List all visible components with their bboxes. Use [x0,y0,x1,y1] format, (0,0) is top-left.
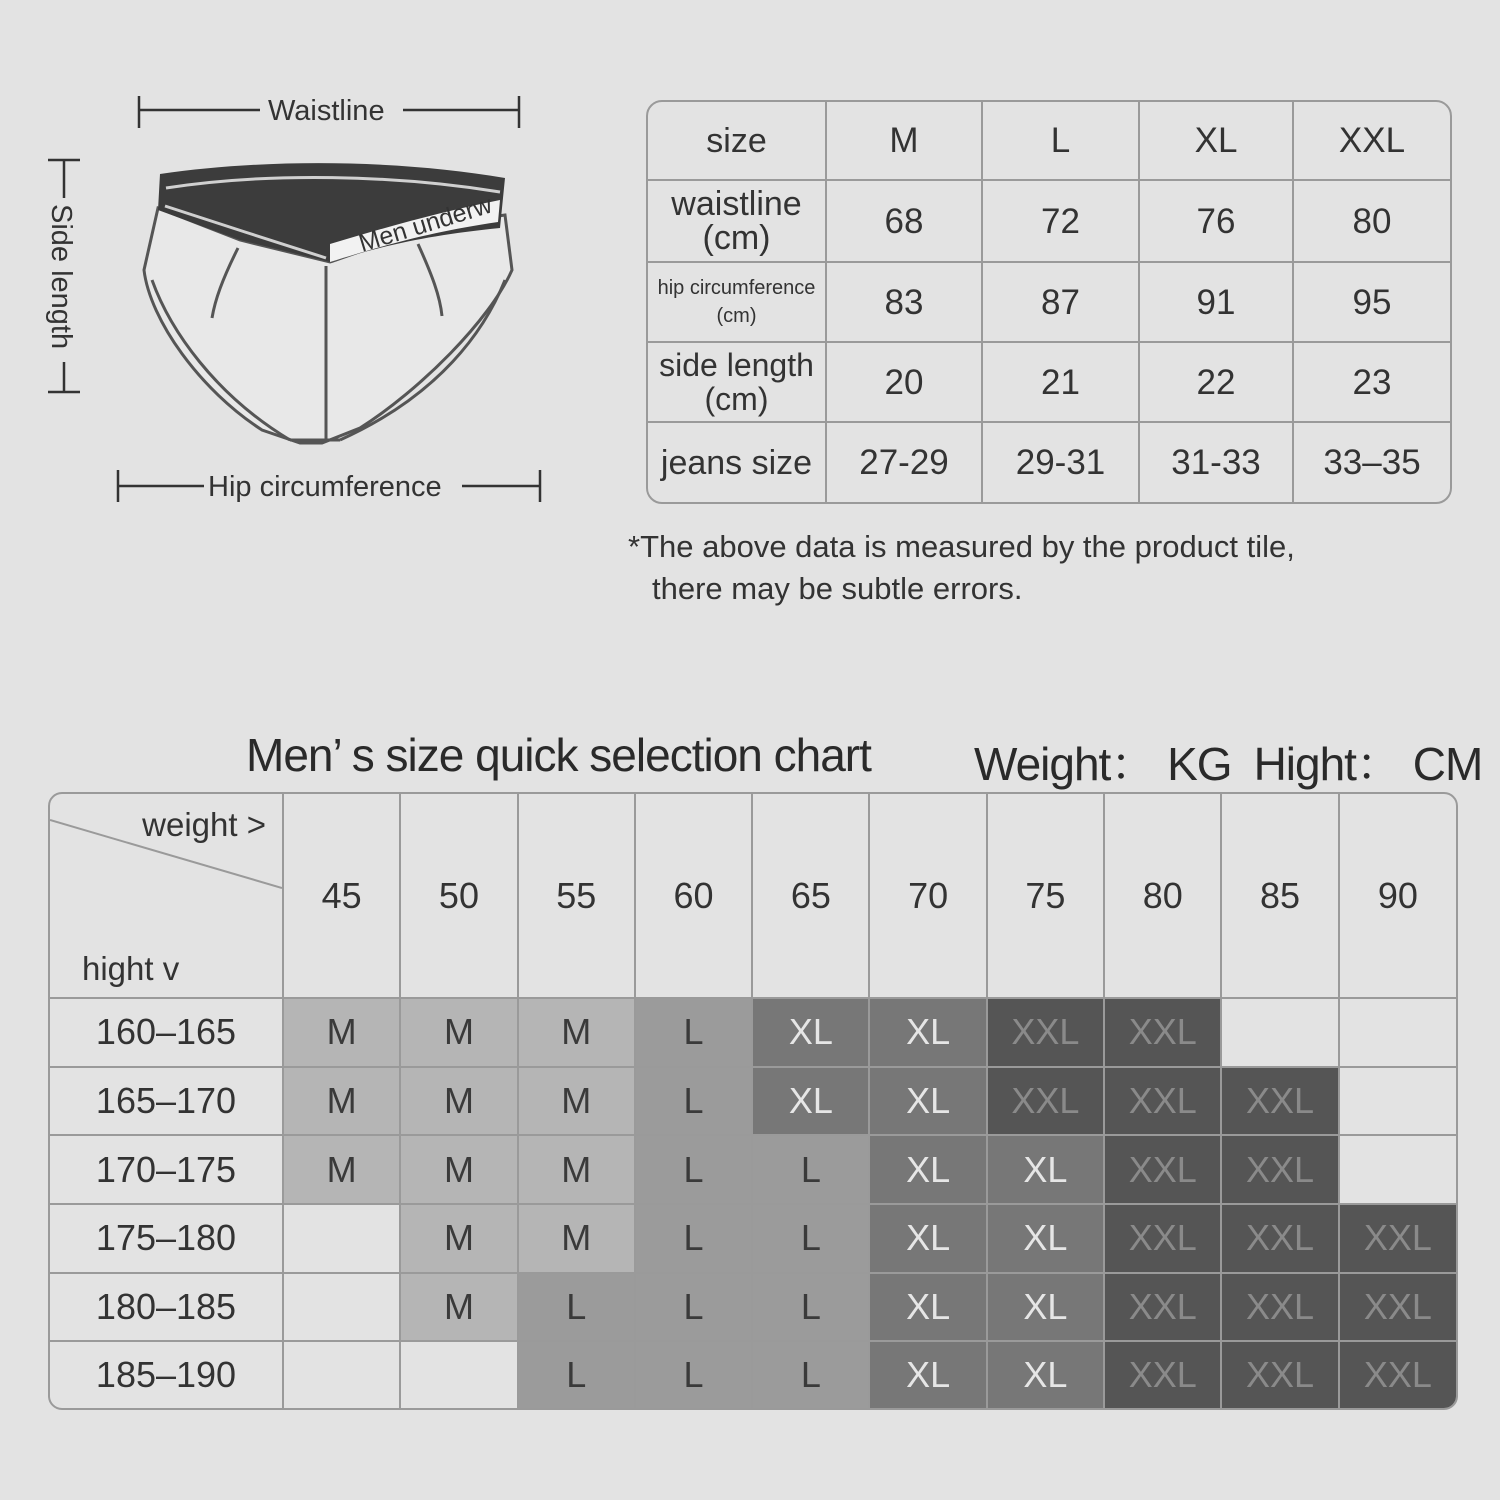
weight-unit: Weight： KG [974,738,1232,790]
table-cell: 72 [982,180,1139,262]
height-range-cell: 165–170 [50,1067,283,1136]
size-cell: XXL [1104,1135,1221,1204]
size-cell: XXL [987,1067,1104,1136]
size-cell: L [635,1341,752,1408]
size-cell [283,1204,400,1273]
quick-selection-table [48,792,1458,1410]
row-label-unit: (cm) [716,305,757,327]
side-length-row [648,342,1450,422]
row-label-line: hip circumference [657,277,816,299]
size-measurement-table [646,100,1452,504]
size-cell: L [635,1204,752,1273]
height-range-cell: 185–190 [50,1341,283,1408]
band-text: Men underw [355,190,496,258]
waistline-row [648,180,1450,262]
size-cell: L [635,1135,752,1204]
size-cell [1339,998,1456,1067]
size-cell: XXL [1221,1273,1338,1342]
corner-height-label: hight v [82,950,180,988]
size-cell: XXL [987,998,1104,1067]
height-row [50,998,1456,1067]
row-label [648,422,826,502]
weight-header-row [50,794,1456,998]
table-cell: 68 [826,180,982,262]
size-cell: XL [987,1135,1104,1204]
size-cell [1221,998,1338,1067]
size-cell: M [518,1135,635,1204]
hip-circumference-label: Hip circumference [208,471,442,503]
size-cell: XL [987,1273,1104,1342]
size-cell: M [283,1135,400,1204]
quick-chart-title: Men’ s size quick selection chart [246,729,871,781]
size-cell: XL [869,1135,986,1204]
size-cell: XXL [1339,1341,1456,1408]
height-row [50,1341,1456,1408]
size-cell: XXL [1221,1204,1338,1273]
size-header-label: size [648,102,826,180]
size-cell [400,1341,517,1408]
size-cell: XXL [1104,1341,1221,1408]
table-cell: 95 [1293,262,1450,342]
size-cell [283,1273,400,1342]
size-header-l: L [982,102,1139,180]
size-cell: L [752,1273,869,1342]
table-cell: 20 [826,342,982,422]
weight-header-cell: 70 [869,794,986,998]
height-range-cell: 170–175 [50,1135,283,1204]
row-label-line: jeans size [660,443,813,482]
size-cell: XL [987,1204,1104,1273]
height-row [50,1067,1456,1136]
size-cell: M [518,1067,635,1136]
size-cell [283,1341,400,1408]
table-cell: 23 [1293,342,1450,422]
row-label-unit: (cm) [704,381,769,417]
waistline-label: Waistline [268,95,385,127]
size-cell: L [518,1341,635,1408]
size-cell: M [400,998,517,1067]
size-header-row [648,102,1450,180]
size-header-m: M [826,102,982,180]
table-cell: 83 [826,262,982,342]
size-cell: L [635,1273,752,1342]
size-cell: L [752,1204,869,1273]
size-cell: XXL [1221,1135,1338,1204]
side-length-label: Side length [45,204,77,350]
height-range-cell: 160–165 [50,998,283,1067]
size-cell: XXL [1104,1273,1221,1342]
size-cell: XXL [1104,1204,1221,1273]
table-cell: 80 [1293,180,1450,262]
size-header-xl: XL [1139,102,1293,180]
size-cell: XL [869,1204,986,1273]
height-unit: Hight： CM [1253,738,1483,790]
height-row [50,1273,1456,1342]
measurement-note [628,526,1428,610]
underwear-measurement-diagram [0,0,600,620]
height-range-cell: 175–180 [50,1204,283,1273]
weight-header-cell: 85 [1221,794,1338,998]
weight-header-cell: 50 [400,794,517,998]
height-row [50,1135,1456,1204]
size-cell: L [752,1135,869,1204]
height-row [50,1204,1456,1273]
size-cell [1339,1135,1456,1204]
weight-header-cell: 75 [987,794,1104,998]
quick-chart-units [974,728,1482,794]
row-label-line: waistline [671,185,802,223]
size-cell: XL [869,1341,986,1408]
size-cell: M [400,1135,517,1204]
row-label [648,180,826,262]
size-cell: L [635,1067,752,1136]
weight-header-cell: 90 [1339,794,1456,998]
size-cell: M [283,998,400,1067]
weight-header-cell: 80 [1104,794,1221,998]
row-label [648,342,826,422]
size-cell: L [752,1341,869,1408]
table-cell: 29-31 [982,422,1139,502]
size-header-xxl: XXL [1293,102,1450,180]
table-cell: 87 [982,262,1139,342]
size-cell: XXL [1104,998,1221,1067]
size-cell: XL [752,1067,869,1136]
size-cell: XL [869,1067,986,1136]
table-cell: 21 [982,342,1139,422]
weight-header-cell: 65 [752,794,869,998]
size-cell: XXL [1339,1204,1456,1273]
table-cell: 22 [1139,342,1293,422]
size-cell: XXL [1339,1273,1456,1342]
size-cell: M [400,1204,517,1273]
size-cell: XXL [1221,1341,1338,1408]
size-cell: XL [869,998,986,1067]
size-cell: M [400,1067,517,1136]
corner-weight-label: weight > [142,806,266,843]
size-cell: XL [869,1273,986,1342]
table-cell: 76 [1139,180,1293,262]
size-cell [1339,1067,1456,1136]
weight-header-cell: 55 [518,794,635,998]
height-range-cell: 180–185 [50,1273,283,1342]
jeans-size-row [648,422,1450,502]
weight-header-cell: 60 [635,794,752,998]
hip-circumference-row [648,262,1450,342]
size-cell: XXL [1221,1067,1338,1136]
row-label-unit: (cm) [702,219,771,257]
weight-header-cell: 45 [283,794,400,998]
table-cell: 91 [1139,262,1293,342]
table-cell: 33–35 [1293,422,1450,502]
table-cell: 31-33 [1139,422,1293,502]
size-cell: M [400,1273,517,1342]
size-cell: XL [987,1341,1104,1408]
size-cell: L [518,1273,635,1342]
size-cell: XL [752,998,869,1067]
size-cell: M [518,1204,635,1273]
row-label-line: side length [659,347,814,383]
table-cell: 27-29 [826,422,982,502]
size-cell: M [518,998,635,1067]
size-cell: M [283,1067,400,1136]
size-cell: XXL [1104,1067,1221,1136]
size-cell: L [635,998,752,1067]
note-line-2: there may be subtle errors. [652,571,1023,606]
row-label [648,262,826,342]
corner-cell [50,794,283,998]
note-line-1: *The above data is measured by the product tile, [628,529,1295,564]
